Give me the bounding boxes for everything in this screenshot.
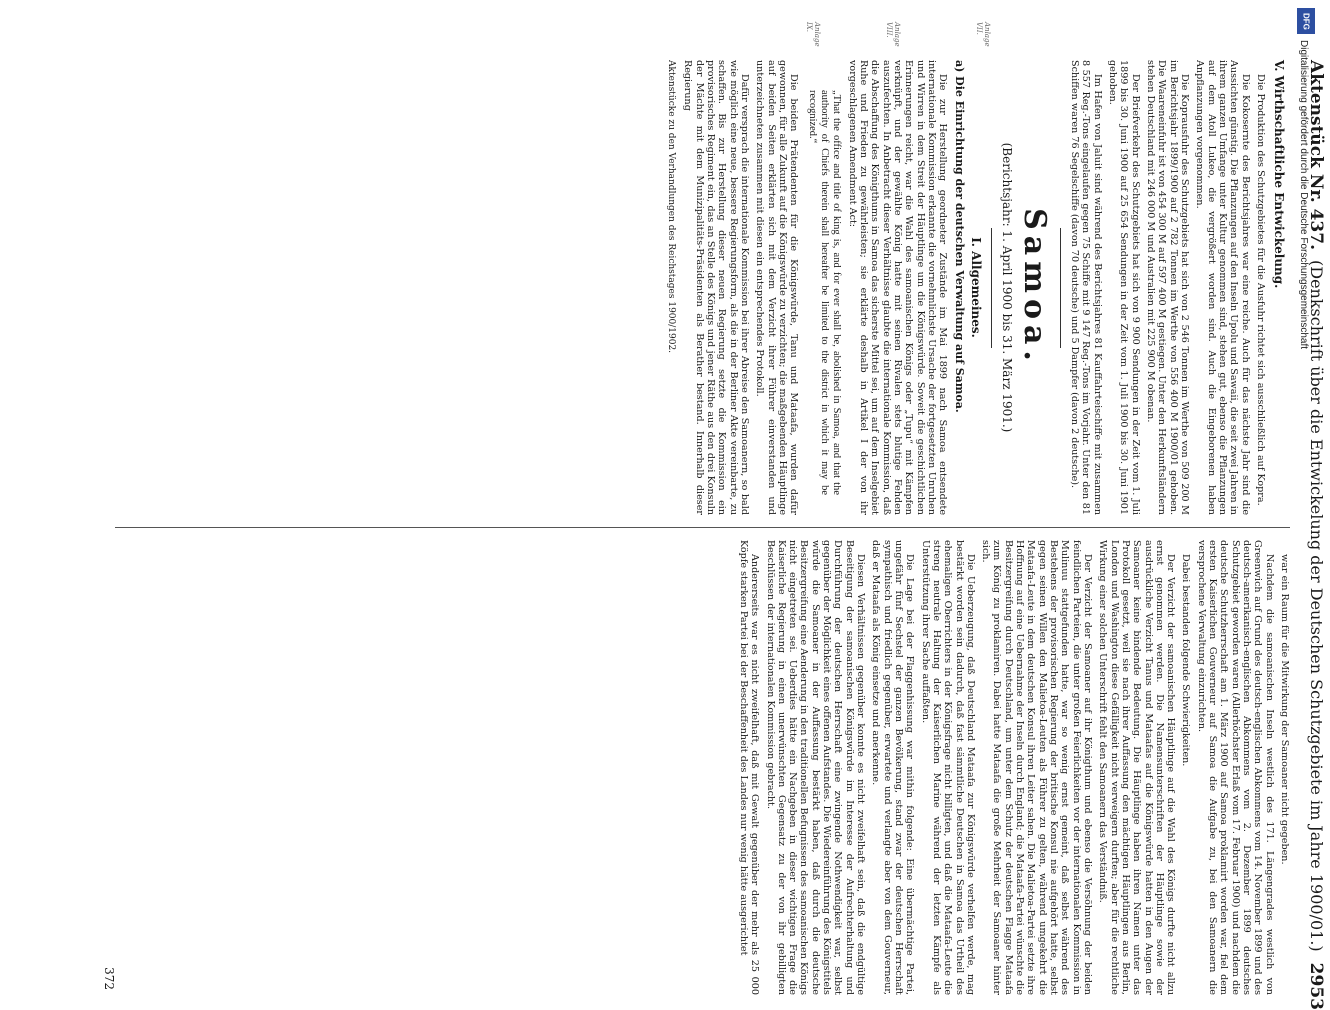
paragraph: Die beiden Prätendenten für die Königswürde, Tanu und Mataafa, wurden dafür gewonnen, für alle Zukunft auf die Königswürde zu verzichten; die maßgebenden Häuptlinge auf beiden Seiten erklärten sich mit dem Verzicht ihrer Führer einverstanden und unterzeichneten zusammen mit diesen ein entsprechendes Protokoll. — [754, 60, 800, 515]
paragraph: Der Verzicht der Samoaner auf ihr Königthum und ebenso die Versöhnung der beiden feindlichen Parteien, die unter großen Feierlichkeiten vor der internationalen Kommission in Mulinuu stattgefunden hatte, war so wenig ernst gemeint, daß selbst während des Bestehens der provisorischen Regierung der britische Konsul nie aufgehört hatte, selbst gegen seinen Willen den Malietoa-Leuten als Führer zu gelten, während umgekehrt die Mataafa-Leute in dem deutschen Konsul ihren Leiter sahen. Die Malietoa-Partei setzte ihre Hoffnung auf eine Uebernahme der Inseln durch England; die Mataafa-Partei wünschte die Besitzergreifung durch Deutschland, um unter dem Schutz der deutschen Flagge Mataafa zum König zu proklamiren. Dabei hatte Mataafa die große Mehrheit der Samoaner hinter sich. — [980, 540, 1093, 995]
document-number: Aktenstück Nr. 437. — [1306, 60, 1326, 251]
folio-number: 372 — [102, 967, 116, 990]
document-page — [100, 22, 1330, 1010]
paragraph: Der Briefverkehr des Schutzgebiets hat sich von 9 900 Sendungen in der Zeit vom 1. Juli 1899 bis 30. Juni 1900 auf 25 654 Sendungen in der Zeit vom 1. Juli 1900 bis 30. Juni 1901 gehoben. — [1107, 60, 1141, 515]
divider — [1060, 228, 1061, 348]
divider — [991, 228, 992, 348]
paragraph: Nachdem die samoanischen Inseln westlich des 171. Längengrades westlich von Greenwich auf Grund des deutsch-englischen Abkommens vom 14. November 1899 und des deutsch-amerikanisch-englischen Abkommens vom 2. Dezember 1899 deutsches Schutzgebiet geworden waren (Allerhöchster Erlaß vom 17. Februar 1900) und nachdem die deutsche Schutzherrschaft am 1. März 1900 auf Samoa proklamirt worden war, fiel dem ersten Kaiserlichen Gouverneur auf Samoa die Aufgabe zu, bei den Samoanern die versprochene Verwaltung einzurichten. — [1195, 540, 1275, 995]
paragraph: Die Ueberzeugung, daß Deutschland Mataafa zur Königswürde verhelfen werde, mag bestärkt worden sein dadurch, daß fast sämmtliche Deutschen in Samoa das Urtheil des ehemaligen Oberrichters in der Königsfrage nicht billigten, und daß die Mataafa-Leute die streng neutrale Haltung der Kaiserlichen Marine während der letzten Kämpfe als Unterstützung ihrer Sache auffaßten. — [919, 540, 976, 995]
subsubsection-title: a) Die Einrichtung der deutschen Verwaltung auf Samoa. — [953, 60, 967, 413]
margin-note: Anlage VIII. — [885, 22, 901, 47]
subsection-title: I. Allgemeines. — [969, 237, 984, 338]
paragraph: Dafür versprach die internationale Kommission bei ihrer Abreise den Samoanern, so bald wie möglich eine neue, bessere Regierungsform, als die in der Berliner Akte vereinbarte, zu schaffen. Bis zur Herstellung dieser neuen Regierung setzte die Kommission ein provisorisches Regiment ein, das an Stelle des Königs und jener Räthe aus den drei Konsuln der Mächte mit dem Munizipalitäts-Präsidenten als Berather bestand. Innerhalb dieser Regierung — [682, 60, 750, 515]
paragraph: Dabei bestanden folgende Schwierigkeiten. — [1180, 554, 1192, 767]
dfg-logo: DFG — [1297, 8, 1315, 34]
section-title: V. Wirthschaftliche Entwickelung. — [1272, 60, 1286, 289]
page-number: 2953 — [1306, 962, 1326, 1010]
margin-note: Anlage IX. — [805, 22, 821, 47]
chapter-subtitle: (Berichtsjahr: 1. April 1900 bis 31. März 1901.) — [1000, 142, 1015, 433]
paragraph: Die Koprausfuhr des Schutzgebiets hat sich von 2 546 Tonnen im Werthe von 509 200 M im Berichtsjahr 1899/1900 auf 2 782 Tonnen im Werthe von 556 400 M 1900/01 gehoben. Die Waareneinfuhr ist von 454 300 M auf 597 400 M gestiegen. Unter den Herkunftsländern stehen Deutschland mit 246 000 M und Australien mit 225 900 M obenan. — [1145, 60, 1190, 515]
header-title: (Denkschrift über die Entwickelung der Deutschen Schutzgebiete im Jahre 1900/01.) — [1307, 260, 1326, 952]
column-rule — [115, 527, 1290, 528]
block-quote: „That the office and title of king is, and for ever shall be, abolished in Samoa, and that the authority of Chiefs therein shall hereafter be limited to the district in which it may be recognized.“ — [806, 90, 843, 495]
digitization-credit: Digitalisierung gefördert durch die Deutsche Forschungsgemeinschaft — [1298, 40, 1309, 350]
paragraph: Im Hafen von Jaluit sind während des Berichtsjahres 81 Kauffahrteischiffe mit zusammen 8 557 Reg.-Tons eingelaufen gegen 75 Schiffe mit 9 147 Reg.-Tons im Vorjahr. Unter den 81 Schiffen waren 76 Segelschiffe (davon 70 deutsche) und 5 Dampfer (davon 2 deutsche). — [1069, 60, 1103, 515]
right-column — [734, 540, 1290, 995]
paragraph: Die Kokosernte des Berichtsjahres war eine reiche. Auch für das nächste Jahr sind die Aussichten günstig. Die Pflanzungen auf den Inseln Upolu und Sawaii, die seit zwei Jahren in ihrem ganzen Umfange unter Kultur genommen sind, stehen gut, ebenso die Pflanzungen auf dem Atoll Lukeo, die vergrößert worden sind. Auch die Eingeborenen haben Anpflanzungen vorgenommen. — [1194, 60, 1251, 515]
credit-strip — [1290, 0, 1324, 1000]
paragraph: Die zur Herstellung geordneter Zustände im Mai 1899 nach Samoa entsendete internationale Kommission erkannte die vornehmlichste Ursache der fortgesetzten Unruhen und Wirren in dem Streit der Häuptlinge um die Königswürde. Soweit die geschichtlichen Erinnerungen reicht, war die Wahl des samoanischen Königs oder „Tupu“ mit Kämpfen verknüpft, und der gewählte König hatte mit seinen Rivalen stets blutige Fehden auszufechten. In Anbetracht dieser Verhältnisse glaubte die internationale Kommission, daß die Abschaffung des Königthums in Samoa das sicherste Mittel sei, um auf dem Inselgebiet Ruhe und Frieden zu gewährleisten; sie erklärte deshalb in Artikel I der von ihr vorgeschlagenen Amendment Act: — [846, 60, 949, 515]
left-column — [666, 22, 1291, 515]
paragraph: Diesen Verhältnissen gegenüber konnte es nicht zweifelhaft sein, daß die endgültige Beseitigung der samoanischen Königswürde im Interesse der Aufrechterhaltung und Durchführung der deutschen Herrschaft eine zwingende Nothwendigkeit war, selbst gegenüber der Möglichkeit eines offenen Aufstandes. Die Wiedereinführung des Königstitels würde die Samoaner in der Auffassung bestärkt haben, daß durch die deutsche Besitzergreifung eine Aenderung in den traditionellen Befugnissen des samoanischen Königs nicht eingetreten sei. Ueberdies hätte ein Nachgeben in dieser wichtigen Frage die Kaiserliche Regierung in einen unerwünschten Gegensatz zu der von ihr gebilligten Beschlüssen der internationalen Kommission gebracht. — [764, 540, 867, 995]
paragraph: Andererseits war es nicht zweifelhaft, daß mit Gewalt gegenüber der mehr als 25 000 Köpfe starken Partei bei der Beschaffenheit des Landes nur wenig hätte ausgerichtet — [737, 540, 761, 995]
paragraph: Die Produktion des Schutzgebietes für die Ausfuhr richtet sich ausschließlich auf Kopra. — [1254, 74, 1266, 506]
margin-note: Anlage VII. — [975, 22, 991, 47]
paragraph: Die Lage bei der Flaggenhissung war mithin folgende: Eine übermächtige Partei, ungefähr fünf Sechstel der ganzen Bevölkerung, stand zwar der deutschen Herrschaft sympathisch und friedlich gegenüber, erwartete und verlangte aber von dem Gouverneur, daß er Mataafa als König einsetze und anerkenne. — [870, 540, 916, 995]
paragraph: Der Verzicht der samoanischen Häuptlinge auf die Wahl des Königs durfte nicht allzu ernst genommen werden. Die Namensunterschriften der Häuptlinge sowie der ausdrückliche Verzicht Tanus und Mataafas auf die Königswürde hatten in den Augen der Samoaner keine bindende Bedeutung. Die Häuptlinge haben ihren Namen unter das Protokoll gesetzt, weil sie nach ihrer Auffassung den mächtigen Häuptlingen aus Berlin, London und Washington diese Gefälligkeit nicht verweigern durften; aber für die rechtliche Wirkung einer solchen Unterschrift fehlt den Samoanern das Verständniß. — [1097, 540, 1177, 995]
paragraph: war ein Raum für die Mitwirkung der Samoaner nicht gegeben. — [1279, 554, 1290, 865]
chapter-title: Samoa. — [1016, 208, 1052, 367]
footnote: Aktenstücke zu den Verhandlungen des Reichstages 1900/1902. — [666, 60, 677, 354]
